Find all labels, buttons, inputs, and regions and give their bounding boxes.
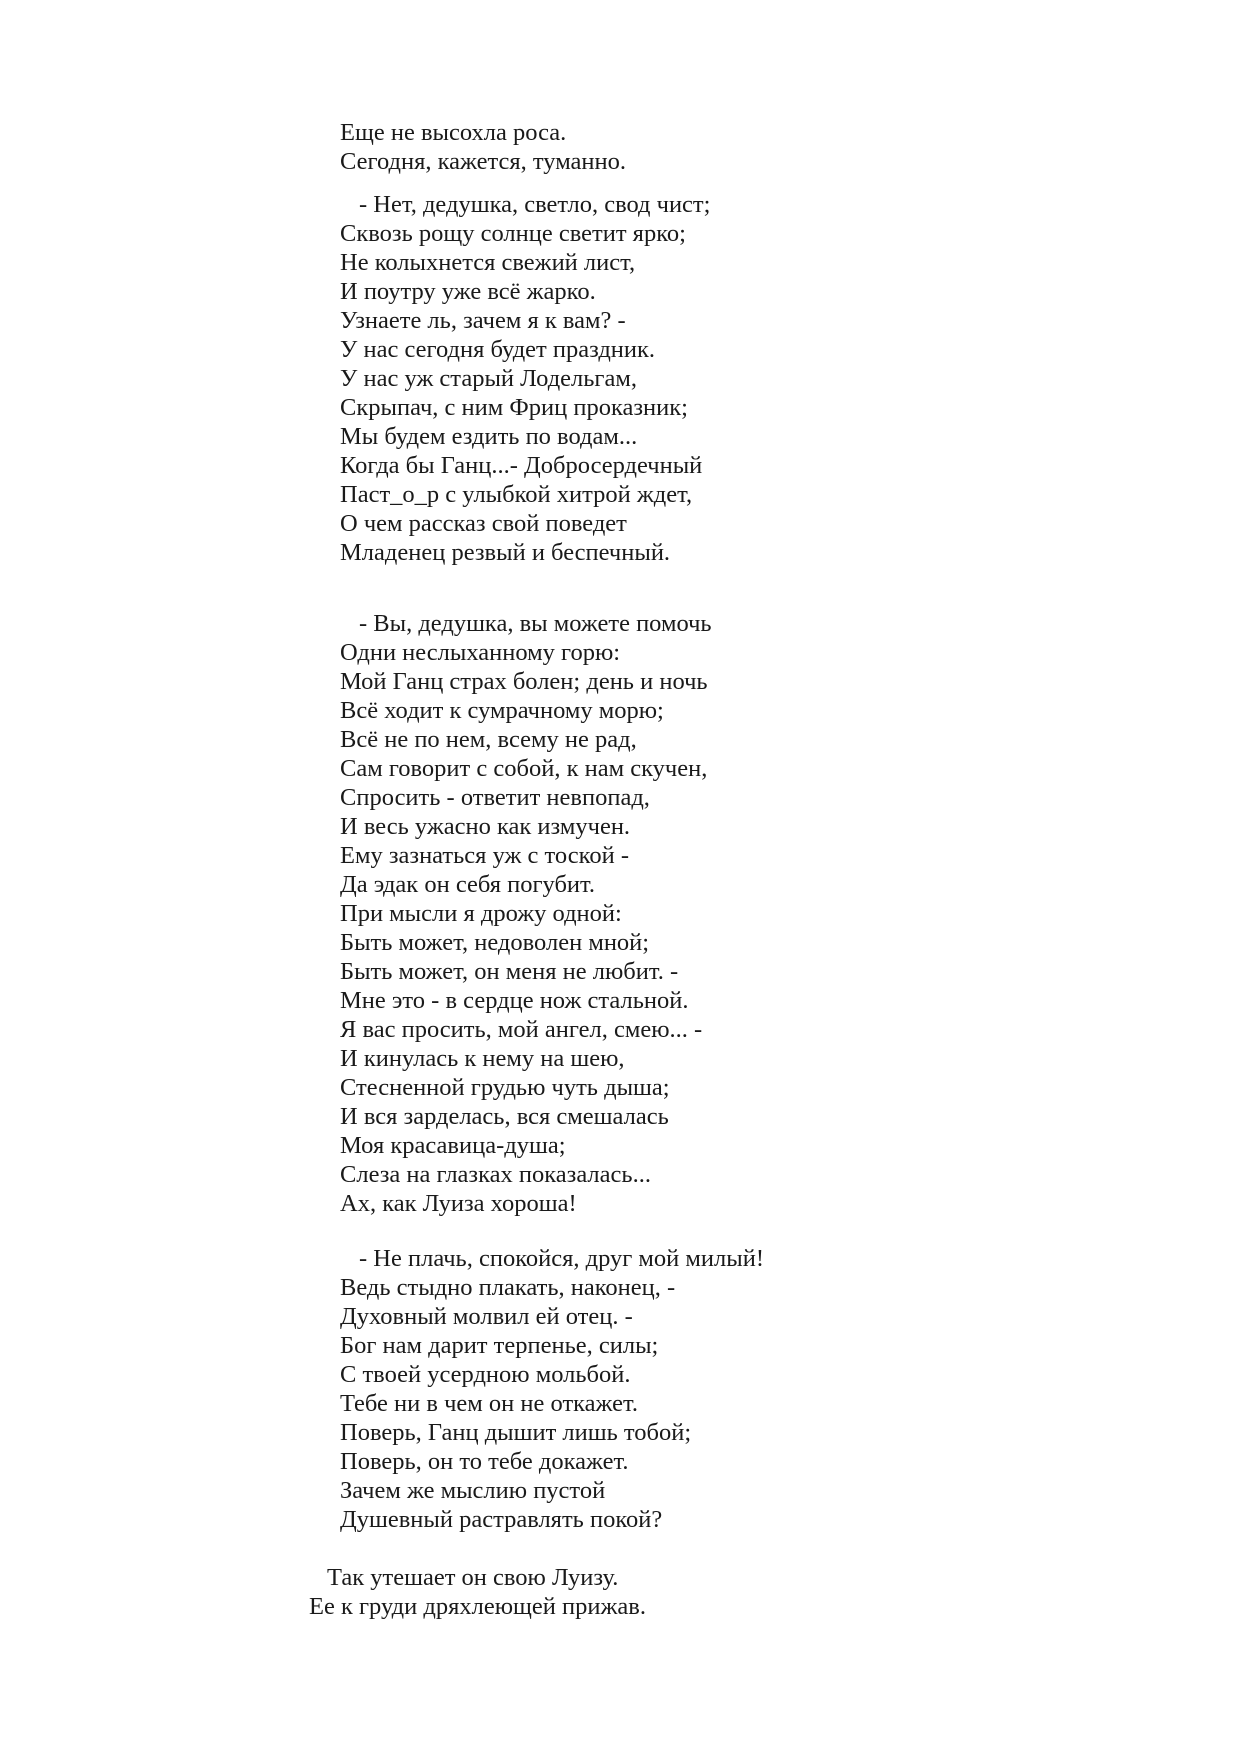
poem-line: Ах, как Луиза хороша! [340,1190,577,1217]
poem-line: Так утешает он свою Луизу. [327,1564,619,1591]
poem-line: Скрыпач, с ним Фриц проказник; [340,394,688,421]
poem-line: Да эдак он себя погубит. [340,871,596,898]
poem-line: Моя красавица-душа; [340,1132,566,1159]
poem-stanza [0,118,626,176]
poem-line: У нас сегодня будет праздник. [340,336,656,363]
poem-line: Сам говорит с собой, к нам скучен, [340,755,708,782]
poem-line: Сквозь рощу солнце светит ярко; [340,220,686,247]
poem-line: Паст_о_р с улыбкой хитрой ждет, [340,481,693,508]
poem-line: - Не плачь, спокойся, друг мой милый! [359,1245,764,1272]
poem-line: И вся зарделась, вся смешалась [340,1103,669,1130]
poem-line: Поверь, Ганц дышит лишь тобой; [340,1419,692,1446]
poem-line: Душевный растравлять покой? [340,1506,663,1533]
poem-line: Сегодня, кажется, туманно. [340,148,626,175]
poem-stanza [0,1563,646,1621]
poem-line: И весь ужасно как измучен. [340,813,631,840]
poem-line: Мы будем ездить по водам... [340,423,638,450]
poem-line: - Нет, дедушка, светло, свод чист; [359,191,711,218]
poem-line: Еще не высохла роса. [340,119,567,146]
poem-line: У нас уж старый Лодельгам, [340,365,637,392]
poem-line: Ему зазнаться уж с тоской - [340,842,629,869]
poem-line: Спросить - ответит невпопад, [340,784,650,811]
poem-line: Одни неслыханному горю: [340,639,621,666]
poem-line: Зачем же мыслию пустой [340,1477,606,1504]
poem-line: Ее к груди дряхлеющей прижав. [309,1593,646,1620]
poem-stanza [0,609,712,1218]
poem-line: С твоей усердною мольбой. [340,1361,631,1388]
poem-line: Узнаете ль, зачем я к вам? - [340,307,626,334]
poem-line: При мысли я дрожу одной: [340,900,622,927]
poem-line: Младенец резвый и беспечный. [340,539,671,566]
poem-line: Поверь, он то тебе докажет. [340,1448,629,1475]
poem-line: Духовный молвил ей отец. - [340,1303,633,1330]
poem-line: Не колыхнется свежий лист, [340,249,636,276]
poem-line: Когда бы Ганц...- Добросердечный [340,452,703,479]
poem-line: Быть может, недоволен мной; [340,929,650,956]
poem-line: Мне это - в сердце нож стальной. [340,987,689,1014]
poem-line: Бог нам дарит терпенье, силы; [340,1332,659,1359]
poem-line: Всё ходит к сумрачному морю; [340,697,664,724]
poem-stanza [0,1244,764,1534]
poem-line: О чем рассказ свой поведет [340,510,627,537]
poem-line: Ведь стыдно плакать, наконец, - [340,1274,676,1301]
poem-line: Я вас просить, мой ангел, смею... - [340,1016,703,1043]
poem-line: И кинулась к нему на шею, [340,1045,625,1072]
poem-line: Мой Ганц страх болен; день и ночь [340,668,708,695]
poem-line: Слеза на глазках показалась... [340,1161,651,1188]
poem-line: Стесненной грудью чуть дыша; [340,1074,670,1101]
poem-line: Быть может, он меня не любит. - [340,958,679,985]
poem-line: - Вы, дедушка, вы можете помочь [359,610,712,637]
poem-line: Всё не по нем, всему не рад, [340,726,637,753]
poem-line: И поутру уже всё жарко. [340,278,596,305]
poem-line: Тебе ни в чем он не откажет. [340,1390,639,1417]
poem-stanza [0,190,710,567]
